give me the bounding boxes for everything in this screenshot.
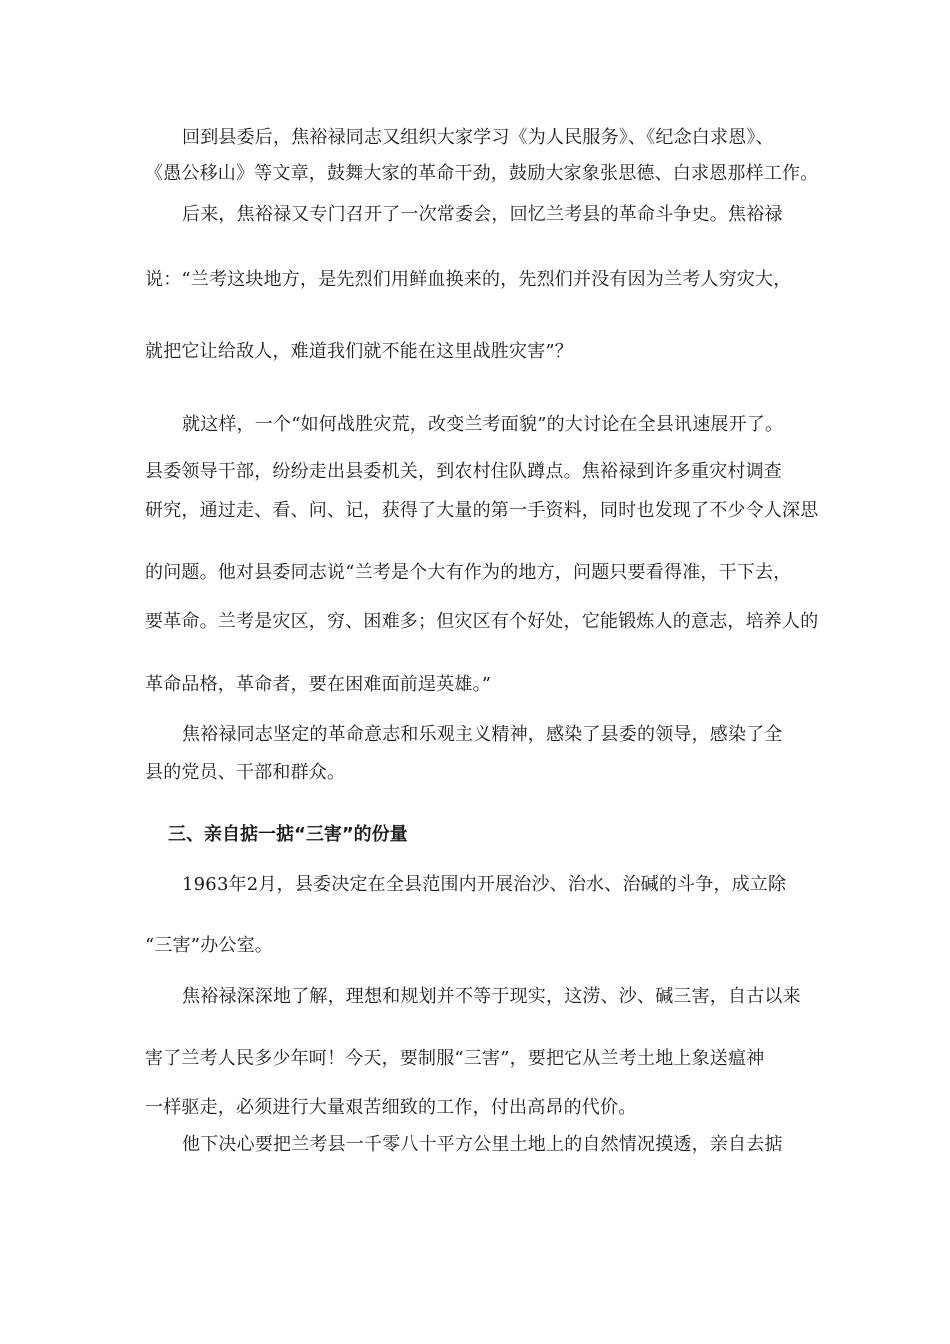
paragraph-3-line-1: 就这样，一个“如何战胜灾荒，改变兰考面貌”的大讨论在全县讯速展开了。 bbox=[182, 414, 784, 435]
paragraph-1-line-1: 回到县委后，焦裕禄同志又组织大家学习《为人民服务》、《纪念白求恩》、 bbox=[182, 127, 774, 148]
paragraph-5-line-1: 1963年2月，县委决定在全县范围内开展治沙、治水、治碱的斗争，成立除 bbox=[182, 874, 787, 895]
paragraph-6-line-1: 焦裕禄深深地了解，理想和规划并不等于现实，这涝、沙、碱三害，自古以来 bbox=[182, 986, 801, 1007]
paragraph-3-line-6: 革命品格，革命者，要在困难面前逞英雄。” bbox=[145, 674, 492, 695]
paragraph-2-line-3: 就把它让给敌人，难道我们就不能在这里战胜灾害”？ bbox=[145, 341, 573, 362]
paragraph-5-line-2: “三害”办公室。 bbox=[145, 935, 274, 956]
paragraph-3-line-5: 要革命。兰考是灾区，穷、困难多；但灾区有个好处，它能锻炼人的意志，培养人的 bbox=[145, 611, 819, 632]
paragraph-3-line-3: 研究，通过走、看、问、记，获得了大量的第一手资料，同时也发现了不少令人深思 bbox=[145, 500, 819, 521]
paragraph-2-line-1: 后来，焦裕禄又专门召开了一次常委会，回忆兰考县的革命斗争史。焦裕禄 bbox=[182, 204, 783, 225]
paragraph-4-line-1: 焦裕禄同志坚定的革命意志和乐观主义精神，感染了县委的领导，感染了全 bbox=[182, 724, 783, 745]
paragraph-7-line-1: 他下决心要把兰考县一千零八十平方公里土地上的自然情况摸透，亲自去掂 bbox=[182, 1134, 783, 1155]
paragraph-6-line-3: 一样驱走，必须进行大量艰苦细致的工作，付出高昂的代价。 bbox=[145, 1097, 637, 1118]
paragraph-6-line-2: 害了兰考人民多少年呵！今天，要制服“三害”，要把它从兰考土地上象送瘟神 bbox=[145, 1048, 765, 1069]
paragraph-2-line-2: 说：“兰考这块地方，是先烈们用鲜血换来的，先烈们并没有因为兰考人穷灾大， bbox=[145, 269, 792, 290]
paragraph-3-line-2: 县委领导干部，纷纷走出县委机关，到农村住队蹲点。焦裕禄到许多重灾村调查 bbox=[145, 461, 782, 482]
paragraph-3-line-4: 的问题。他对县委同志说“兰考是个大有作为的地方，问题只要看得准，干下去， bbox=[145, 562, 792, 583]
paragraph-1-line-2: 《愚公移山》等文章，鼓舞大家的革命干劲，鼓励大家象张思德、白求恩那样工作。 bbox=[145, 163, 819, 184]
section-heading: 三、亲自掂一掂“三害”的份量 bbox=[168, 824, 408, 845]
paragraph-4-line-2: 县的党员、干部和群众。 bbox=[145, 762, 346, 783]
